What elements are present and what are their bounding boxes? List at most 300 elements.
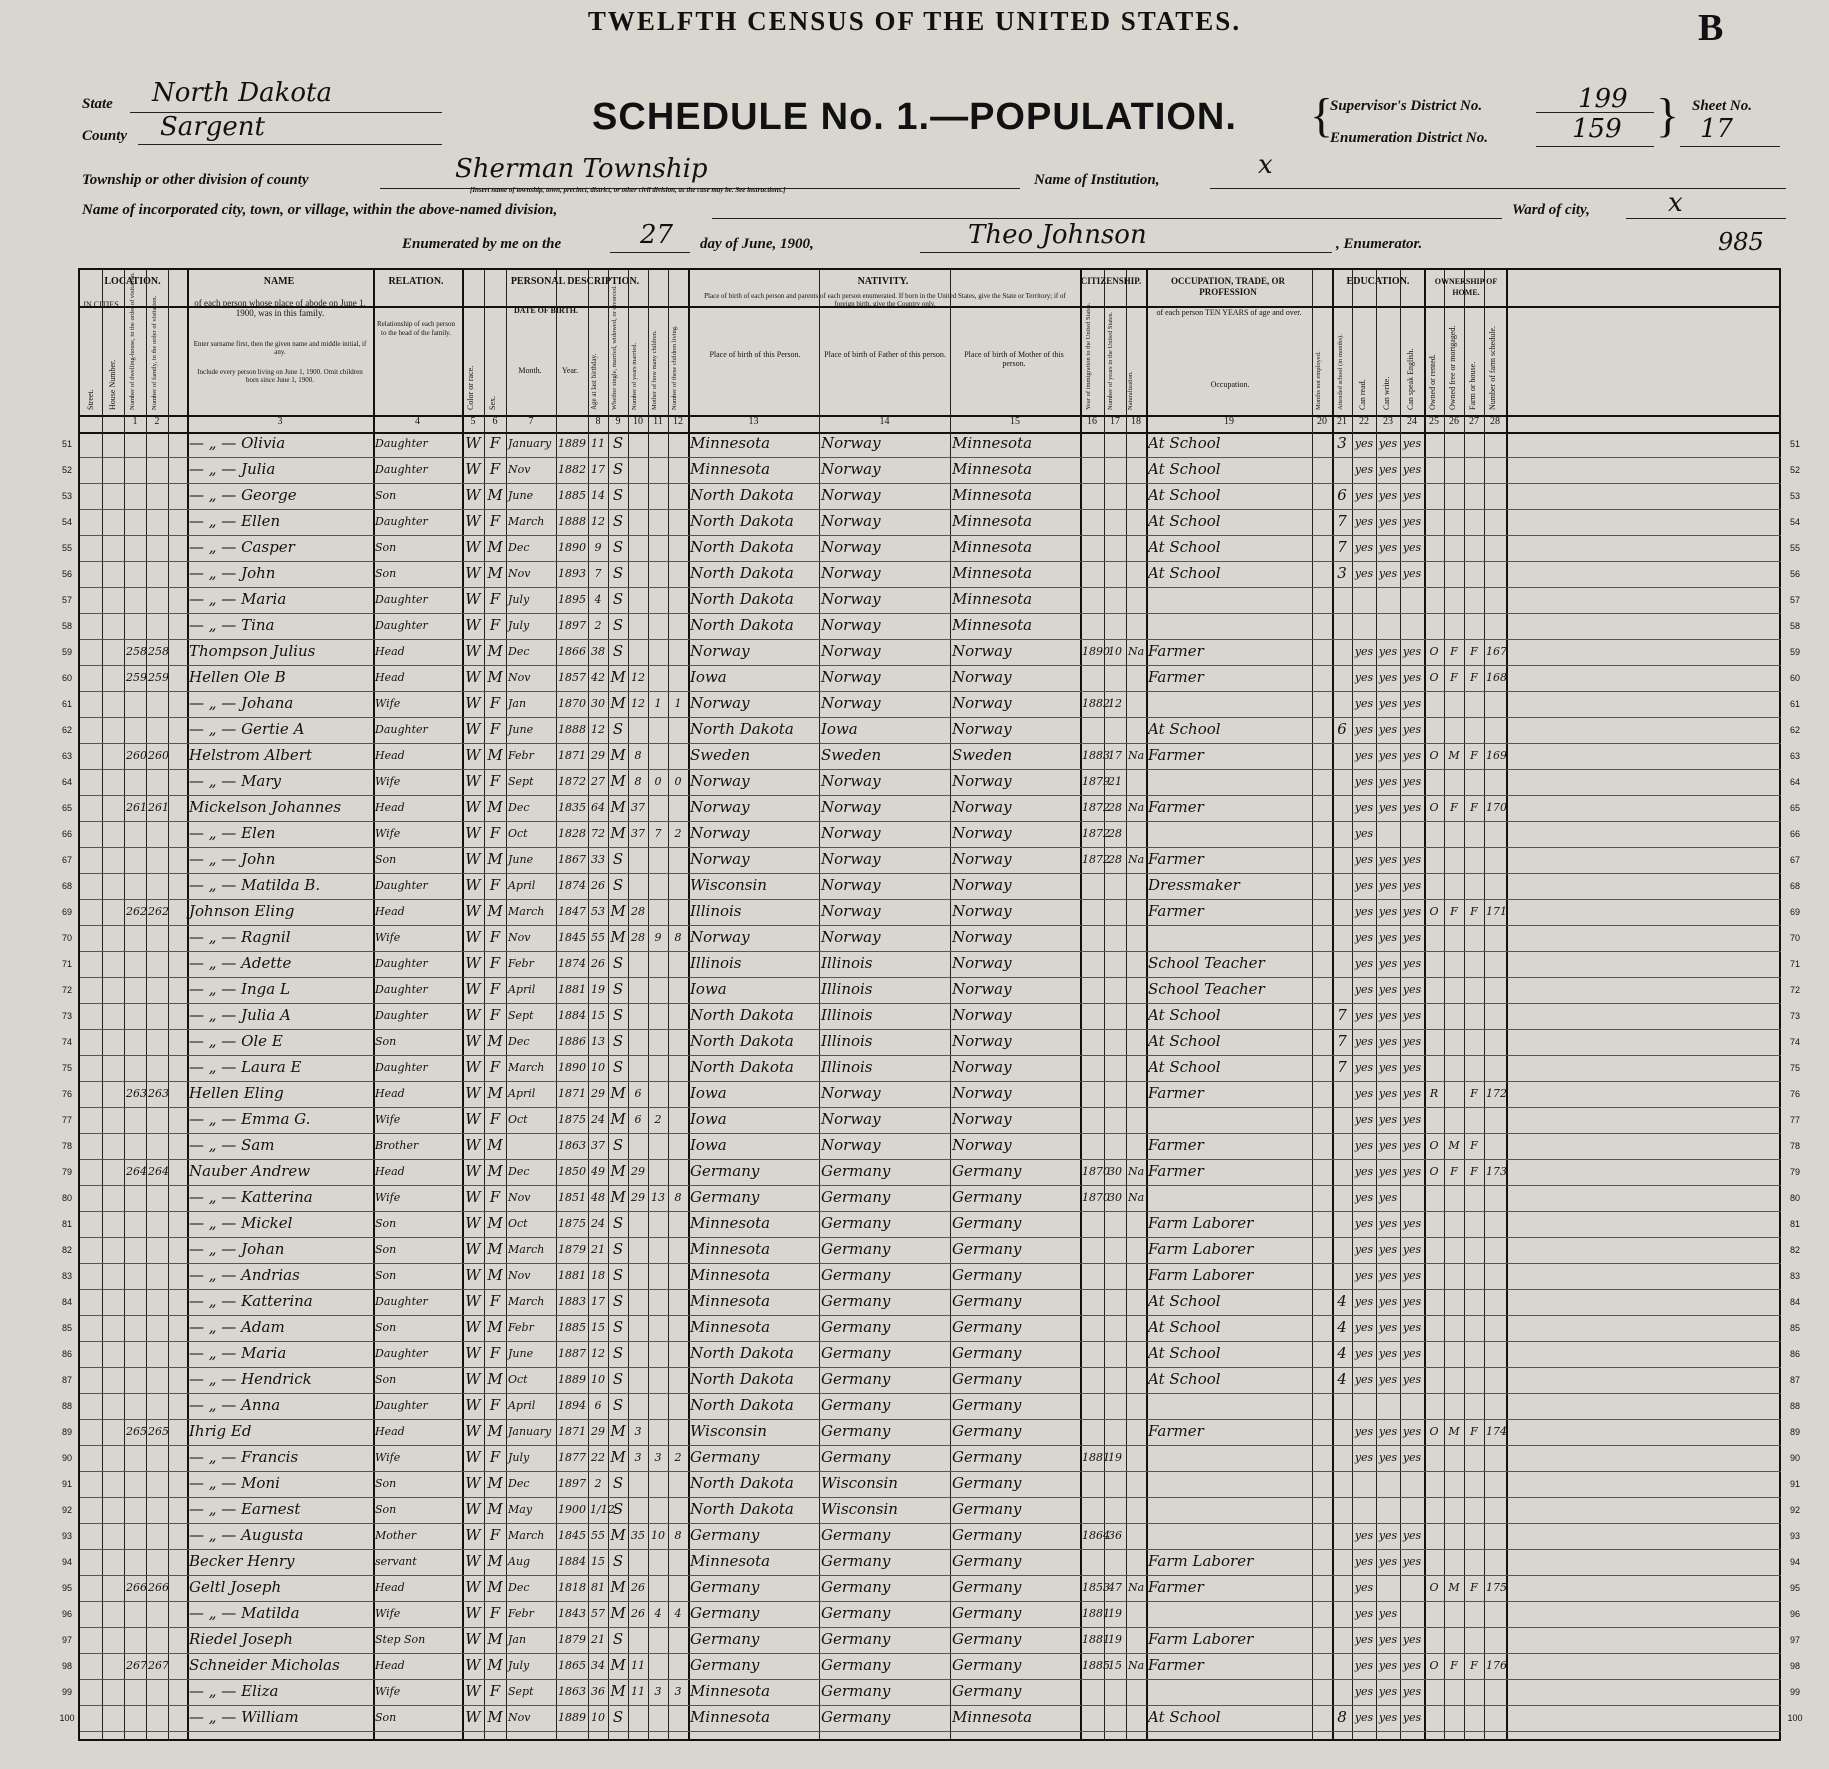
birth-year: 1879 [558, 1633, 586, 1646]
column-number: 18 [1131, 416, 1141, 427]
can-write: yes [1378, 1035, 1398, 1048]
person-name: — „ — Eliza [189, 1682, 279, 1700]
can-read: yes [1354, 1009, 1374, 1022]
can-speak-english: yes [1402, 723, 1422, 736]
birth-year: 1883 [558, 1295, 586, 1308]
line-number-right: 70 [1789, 933, 1800, 943]
line-number-left: 60 [61, 673, 72, 683]
birthplace-mother: Minnesota [952, 434, 1033, 452]
can-read: yes [1354, 827, 1374, 840]
person-name: — „ — George [189, 486, 297, 504]
birth-month: Oct [508, 1217, 528, 1230]
color-race: W [465, 1084, 481, 1102]
birthplace-father: Germany [821, 1422, 891, 1440]
owned-free-header: Owned free or mortgaged. [1448, 325, 1457, 410]
column-number: 21 [1337, 416, 1347, 427]
color-race: W [465, 1032, 481, 1050]
birthplace-father: Norway [821, 1084, 881, 1102]
birth-month: March [508, 1295, 545, 1308]
years-married: 29 [631, 1165, 645, 1178]
birth-month: July [508, 593, 530, 606]
occupation: Farmer [1148, 1136, 1204, 1154]
sex: F [489, 772, 501, 790]
months-not-employed-header: Months not employed. [1315, 351, 1322, 410]
relationship: Daughter [375, 1399, 428, 1412]
sex: M [487, 1474, 503, 1492]
occupation: At School [1148, 486, 1221, 504]
marital-status: S [612, 1396, 624, 1414]
birth-year: 1874 [558, 957, 586, 970]
can-read-header: Can read. [1358, 379, 1367, 410]
age: 37 [591, 1139, 605, 1152]
can-read: yes [1354, 1373, 1374, 1386]
age: 29 [591, 1425, 605, 1438]
birthplace-person: North Dakota [690, 1344, 794, 1362]
relationship: servant [375, 1555, 417, 1568]
sex: F [489, 1188, 501, 1206]
sex: F [489, 720, 501, 738]
marital-status: M [610, 1110, 626, 1128]
can-speak-english: yes [1402, 1451, 1422, 1464]
birthplace-mother: Germany [952, 1214, 1022, 1232]
months-attended: 7 [1337, 1032, 1347, 1050]
can-write: yes [1378, 463, 1398, 476]
line-number-left: 52 [61, 465, 72, 475]
birthplace-father: Norway [821, 668, 881, 686]
birthplace-mother: Norway [952, 1032, 1012, 1050]
immigration-year: 1883 [1082, 749, 1110, 762]
person-name: Johnson Eling [189, 902, 295, 920]
color-race: W [465, 1396, 481, 1414]
can-speak-english: yes [1402, 931, 1422, 944]
occupation: Farmer [1148, 642, 1204, 660]
birth-month: Dec [508, 1035, 530, 1048]
line-number-right: 86 [1789, 1349, 1800, 1359]
years-married: 11 [631, 1659, 645, 1672]
sex: M [487, 1656, 503, 1674]
age: 2 [594, 619, 602, 632]
supervisor-value: 199 [1578, 84, 1628, 114]
birth-month: Jan [508, 697, 527, 710]
marital-header: Whether single, married, widowed, or divorced. [611, 285, 618, 410]
nativity-header: NATIVITY. [857, 276, 909, 287]
can-write: yes [1378, 1321, 1398, 1334]
occupation: Farmer [1148, 1578, 1204, 1596]
relationship: Son [375, 1035, 397, 1048]
marital-status: S [612, 1552, 624, 1570]
occupation: Farmer [1148, 1084, 1204, 1102]
person-name: Hellen Ole B [189, 668, 286, 686]
owned-rented-header: Owned or rented. [1428, 354, 1437, 410]
sex: F [489, 1292, 501, 1310]
dwelling-number: 262 [126, 905, 147, 918]
marital-status: S [612, 1630, 624, 1648]
location-header: LOCATION. [104, 276, 161, 287]
birthplace-father: Norway [821, 434, 881, 452]
supervisor-underline [1536, 112, 1654, 113]
can-write: yes [1378, 749, 1398, 762]
immigration-year: 1881 [1082, 1633, 1110, 1646]
occupation: Farmer [1148, 668, 1204, 686]
birth-year: 1895 [558, 593, 586, 606]
column-number: 12 [673, 416, 683, 427]
can-speak-english: yes [1402, 1139, 1422, 1152]
marital-status: S [612, 980, 624, 998]
line-number-left: 90 [61, 1453, 72, 1463]
relationship: Head [375, 1165, 405, 1178]
birth-month: Dec [508, 645, 530, 658]
occupation: At School [1148, 1032, 1221, 1050]
birth-year: 1887 [558, 1347, 586, 1360]
line-number-left: 59 [61, 647, 72, 657]
relationship: Wife [375, 1685, 401, 1698]
birthplace-person: Minnesota [690, 1552, 771, 1570]
can-read: yes [1354, 1113, 1374, 1126]
district-brace-left: { [1310, 89, 1334, 142]
birth-month: Sept [508, 1685, 534, 1698]
can-write: yes [1378, 1243, 1398, 1256]
birthplace-person: Iowa [690, 1110, 727, 1128]
line-number-right: 57 [1789, 595, 1800, 605]
immigration-year: 1879 [1082, 775, 1110, 788]
line-number-right: 84 [1789, 1297, 1800, 1307]
owned-rented: O [1429, 645, 1439, 658]
house-number-header: House Number. [108, 359, 117, 410]
age: 22 [591, 1451, 605, 1464]
marital-status: M [610, 1084, 626, 1102]
birth-month: July [508, 619, 530, 632]
birthplace-father: Germany [821, 1630, 891, 1648]
farm-schedule-header: Number of farm schedule. [1488, 326, 1497, 410]
farm-schedule-number: 175 [1486, 1581, 1507, 1594]
can-read: yes [1354, 697, 1374, 710]
occupation: Farmer [1148, 746, 1204, 764]
line-number-left: 75 [61, 1063, 72, 1073]
color-race: W [465, 1656, 481, 1674]
color-race: W [465, 668, 481, 686]
can-write: yes [1378, 1373, 1398, 1386]
column-number: 20 [1317, 416, 1327, 427]
age: 21 [591, 1633, 605, 1646]
district-brace-right: } [1656, 89, 1680, 142]
color-race: W [465, 434, 481, 452]
sex: M [487, 1552, 503, 1570]
birth-month: Dec [508, 801, 530, 814]
birthplace-person: Norway [690, 772, 750, 790]
line-number-right: 79 [1789, 1167, 1800, 1177]
enum-district-value: 159 [1572, 114, 1622, 144]
relationship: Daughter [375, 879, 428, 892]
relationship: Wife [375, 1191, 401, 1204]
marital-status: M [610, 1656, 626, 1674]
can-write: yes [1378, 801, 1398, 814]
birthplace-father: Illinois [821, 1032, 873, 1050]
relationship: Daughter [375, 723, 428, 736]
immigration-year: 1864 [1082, 1529, 1110, 1542]
age: 11 [591, 437, 605, 450]
relationship: Head [375, 905, 405, 918]
relationship: Son [375, 853, 397, 866]
birth-year: 1900 [558, 1503, 586, 1516]
institution-value: x [1258, 150, 1273, 180]
birth-year: 1889 [558, 1373, 586, 1386]
sex: M [487, 798, 503, 816]
person-name: — „ — Emma G. [189, 1110, 311, 1128]
age: 21 [591, 1243, 605, 1256]
birthplace-mother: Sweden [952, 746, 1013, 764]
birth-year: 1865 [558, 1659, 586, 1672]
age: 55 [591, 1529, 605, 1542]
birth-month: July [508, 1451, 530, 1464]
birthplace-person: Germany [690, 1448, 760, 1466]
birthplace-mother: Norway [952, 642, 1012, 660]
relation-description: Relationship of each person to the head of the family. [377, 320, 455, 337]
birthplace-mother: Minnesota [952, 616, 1033, 634]
immigration-year: 1872 [1082, 853, 1110, 866]
line-number-right: 93 [1789, 1531, 1800, 1541]
farm-schedule-number: 176 [1486, 1659, 1507, 1672]
age: 15 [591, 1321, 605, 1334]
can-write: yes [1378, 1529, 1398, 1542]
birthplace-father: Norway [821, 460, 881, 478]
age: 72 [591, 827, 605, 840]
family-number: 267 [148, 1659, 169, 1672]
years-in-us: 36 [1108, 1529, 1122, 1542]
line-number-left: 72 [61, 985, 72, 995]
line-number-right: 82 [1789, 1245, 1800, 1255]
name-instructions-2: Include every person living on June 1, 1900. Omit children born since June 1, 1900. [197, 368, 363, 384]
birthplace-person: Wisconsin [690, 1422, 767, 1440]
birth-year: 1870 [558, 697, 586, 710]
marital-status: S [612, 434, 624, 452]
archive-stamp-number: 985 [1718, 228, 1764, 256]
birthplace-person: North Dakota [690, 1032, 794, 1050]
relationship: Mother [375, 1529, 417, 1542]
sex: F [489, 1396, 501, 1414]
months-attended: 4 [1337, 1292, 1347, 1310]
can-speak-english: yes [1402, 801, 1422, 814]
relationship: Wife [375, 931, 401, 944]
sheet-value: 17 [1700, 114, 1734, 144]
sex: M [487, 538, 503, 556]
relationship: Head [375, 801, 405, 814]
mother-of: 1 [654, 697, 662, 710]
can-read: yes [1354, 1581, 1374, 1594]
line-number-left: 55 [61, 543, 72, 553]
line-number-right: 98 [1789, 1661, 1800, 1671]
naturalization: Na [1128, 1165, 1145, 1178]
relationship: Son [375, 1269, 397, 1282]
family-number: 265 [148, 1425, 169, 1438]
relationship: Head [375, 1425, 405, 1438]
birthplace-mother: Germany [952, 1500, 1022, 1518]
marital-status: S [612, 954, 624, 972]
months-attended: 3 [1337, 434, 1347, 452]
farm-or-house: F [1470, 645, 1478, 658]
person-name: — „ — John [189, 564, 276, 582]
birthplace-mother: Norway [952, 798, 1012, 816]
can-read: yes [1354, 775, 1374, 788]
age: 33 [591, 853, 605, 866]
can-read: yes [1354, 1529, 1374, 1542]
can-read: yes [1354, 1087, 1374, 1100]
birth-year: 1845 [558, 1529, 586, 1542]
birthplace-father: Germany [821, 1240, 891, 1258]
line-number-left: 97 [61, 1635, 72, 1645]
line-number-left: 67 [61, 855, 72, 865]
can-write: yes [1378, 1139, 1398, 1152]
color-race: W [465, 772, 481, 790]
months-attended: 7 [1337, 1006, 1347, 1024]
person-name: Thompson Julius [189, 642, 316, 660]
sex: F [489, 824, 501, 842]
sex: F [489, 590, 501, 608]
birthplace-father: Wisconsin [821, 1500, 898, 1518]
mother-of: 3 [654, 1685, 662, 1698]
date-of-birth-header: DATE OF BIRTH. [514, 306, 578, 315]
year-header: Year. [561, 366, 579, 375]
can-write: yes [1378, 1555, 1398, 1568]
person-name: Riedel Joseph [189, 1630, 293, 1648]
birthplace-father: Germany [821, 1526, 891, 1544]
color-race: W [465, 824, 481, 842]
years-in-us: 47 [1108, 1581, 1122, 1594]
occupation: Farmer [1148, 1422, 1204, 1440]
line-number-left: 80 [61, 1193, 72, 1203]
person-name: — „ — Inga L [189, 980, 290, 998]
marital-status: S [612, 1058, 624, 1076]
marital-status: S [612, 486, 624, 504]
can-read: yes [1354, 1451, 1374, 1464]
birthplace-father: Norway [821, 1110, 881, 1128]
can-speak-english: yes [1402, 1373, 1422, 1386]
years-married: 6 [634, 1113, 642, 1126]
birthplace-mother: Norway [952, 1110, 1012, 1128]
birth-year: 1863 [558, 1139, 586, 1152]
relation-header: RELATION. [388, 276, 444, 287]
owned-free-mortgaged: F [1450, 905, 1458, 918]
enumerator-name: Theo Johnson [968, 220, 1147, 250]
column-number: 25 [1429, 416, 1439, 427]
birthplace-father: Norway [821, 590, 881, 608]
person-name: — „ — Johan [189, 1240, 285, 1258]
can-read: yes [1354, 905, 1374, 918]
relationship: Head [375, 1087, 405, 1100]
can-speak-english: yes [1402, 1295, 1422, 1308]
color-race: W [465, 1110, 481, 1128]
person-name: Ihrig Ed [189, 1422, 252, 1440]
can-speak-english: yes [1402, 1321, 1422, 1334]
line-number-right: 74 [1789, 1037, 1800, 1047]
line-number-left: 87 [61, 1375, 72, 1385]
birthplace-father: Wisconsin [821, 1474, 898, 1492]
occupation: At School [1148, 1292, 1221, 1310]
ward-underline [1626, 218, 1786, 219]
birth-year: 1857 [558, 671, 586, 684]
ownership-header: OWNERSHIP OF HOME. [1434, 277, 1498, 297]
age: 18 [591, 1269, 605, 1282]
census-title: TWELFTH CENSUS OF THE UNITED STATES. [587, 6, 1242, 36]
column-number: 8 [595, 416, 601, 427]
years-married: 12 [631, 671, 645, 684]
line-number-left: 74 [61, 1037, 72, 1047]
ward-label: Ward of city, [1512, 202, 1590, 218]
line-number-left: 58 [61, 621, 72, 631]
birthplace-person: Norway [690, 694, 750, 712]
sex: M [487, 850, 503, 868]
color-race: W [465, 694, 481, 712]
dwelling-number: 266 [126, 1581, 147, 1594]
birthplace-person: North Dakota [690, 1058, 794, 1076]
immigration-year: 1882 [1082, 697, 1110, 710]
relationship: Daughter [375, 1009, 428, 1022]
dwelling-number: 259 [126, 671, 147, 684]
can-read: yes [1354, 1217, 1374, 1230]
birth-month: June [508, 489, 534, 502]
can-write: yes [1378, 1191, 1398, 1204]
relationship: Daughter [375, 515, 428, 528]
birthplace-person: Norway [690, 850, 750, 868]
birthplace-mother: Germany [952, 1630, 1022, 1648]
relationship: Step Son [375, 1633, 426, 1646]
birth-year: 1835 [558, 801, 586, 814]
can-speak-english: yes [1402, 1555, 1422, 1568]
farm-schedule-number: 173 [1486, 1165, 1507, 1178]
can-speak-english: yes [1402, 905, 1422, 918]
years-in-us: 17 [1108, 749, 1122, 762]
can-read: yes [1354, 1035, 1374, 1048]
line-number-right: 88 [1789, 1401, 1800, 1411]
relationship: Daughter [375, 1295, 428, 1308]
birth-year: 1897 [558, 1477, 586, 1490]
birth-year: 1872 [558, 775, 586, 788]
years-married: 8 [634, 749, 642, 762]
line-number-right: 94 [1789, 1557, 1800, 1567]
marital-status: M [610, 1422, 626, 1440]
years-married: 28 [631, 905, 645, 918]
birthplace-mother: Minnesota [952, 1708, 1033, 1726]
column-number: 26 [1449, 416, 1459, 427]
line-number-right: 63 [1789, 751, 1800, 761]
owned-rented: O [1429, 1139, 1439, 1152]
can-speak-header: Can speak English. [1406, 348, 1415, 410]
birth-year: 1881 [558, 983, 586, 996]
birthplace-father: Norway [821, 876, 881, 894]
relationship: Daughter [375, 463, 428, 476]
sex: M [487, 1266, 503, 1284]
dwelling-number: 263 [126, 1087, 147, 1100]
marital-status: S [612, 512, 624, 530]
color-race: W [465, 902, 481, 920]
line-number-right: 59 [1789, 647, 1800, 657]
sex: M [487, 1500, 503, 1518]
years-married: 11 [631, 1685, 645, 1698]
age: 2 [594, 1477, 602, 1490]
line-number-right: 73 [1789, 1011, 1800, 1021]
birth-month: June [508, 723, 534, 736]
line-number-right: 85 [1789, 1323, 1800, 1333]
column-number: 10 [633, 416, 643, 427]
birthplace-mother: Germany [952, 1162, 1022, 1180]
birth-year: 1889 [558, 437, 586, 450]
can-speak-english: yes [1402, 1113, 1422, 1126]
birth-mother-header: Place of birth of Mother of this person. [964, 350, 1064, 368]
line-number-left: 54 [61, 517, 72, 527]
can-write: yes [1378, 1061, 1398, 1074]
occupation: Farmer [1148, 850, 1204, 868]
can-read: yes [1354, 879, 1374, 892]
marital-status: M [610, 1526, 626, 1544]
